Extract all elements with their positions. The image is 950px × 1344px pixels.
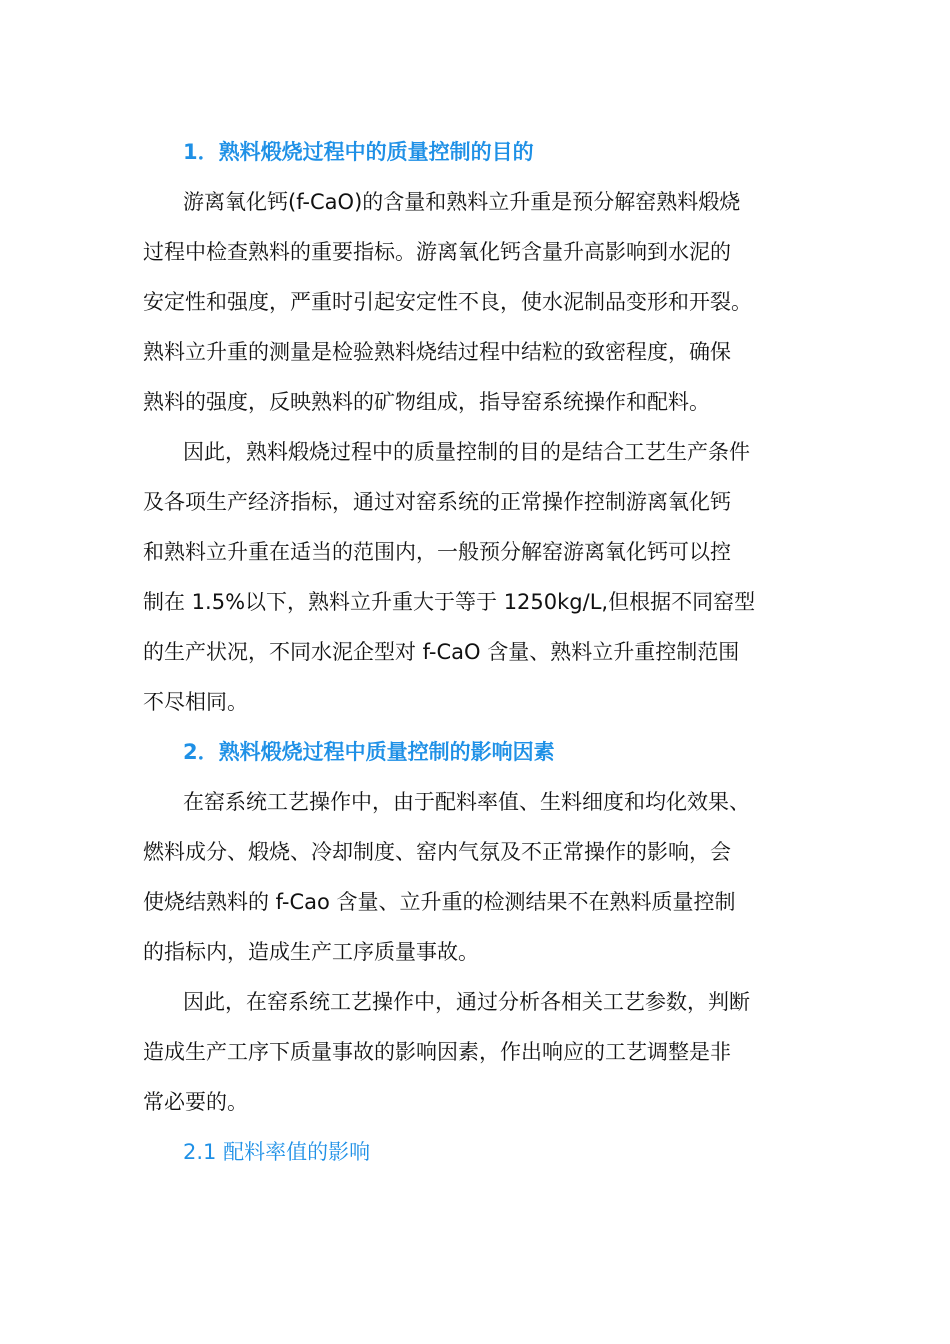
section-1-paragraph-2: [143, 427, 808, 727]
text-line: 不尽相同。: [143, 690, 248, 714]
text-line: 及各项生产经济指标，通过对窑系统的正常操作控制游离氧化钙: [143, 490, 731, 514]
text-line: 因此，在窑系统工艺操作中，通过分析各相关工艺参数，判断: [183, 990, 750, 1014]
text-line: 制在 1.5%以下，熟料立升重大于等于 1250kg/L,但根据不同窑型: [143, 590, 756, 614]
text-line: 熟料立升重的测量是检验熟料烧结过程中结粒的致密程度，确保: [143, 340, 731, 364]
text-line: 使烧结熟料的 f-Cao 含量、立升重的检测结果不在熟料质量控制: [143, 890, 736, 914]
text-line: 游离氧化钙(f-CaO)的含量和熟料立升重是预分解窑熟料煅烧: [183, 190, 741, 214]
text-line: 的指标内，造成生产工序质量事故。: [143, 940, 479, 964]
section-2-paragraph-1: [143, 777, 808, 977]
text-line: 的生产状况，不同水泥企型对 f-CaO 含量、熟料立升重控制范围: [143, 640, 740, 664]
text-line: 造成生产工序下质量事故的影响因素，作出响应的工艺调整是非: [143, 1040, 731, 1064]
text-line: 过程中检查熟料的重要指标。游离氧化钙含量升高影响到水泥的: [143, 240, 731, 264]
text-line: 熟料的强度，反映熟料的矿物组成，指导窑系统操作和配料。: [143, 390, 710, 414]
text-line: 常必要的。: [143, 1090, 248, 1114]
section-2-paragraph-2: [143, 977, 808, 1127]
text-line: 在窑系统工艺操作中，由于配料率值、生料细度和均化效果、: [183, 790, 750, 814]
document-body: [143, 127, 808, 1177]
text-line: 燃料成分、煅烧、冷却制度、窑内气氛及不正常操作的影响，会: [143, 840, 731, 864]
text-line: 因此，熟料煅烧过程中的质量控制的目的是结合工艺生产条件: [183, 440, 750, 464]
section-2-heading: 2．熟料煅烧过程中质量控制的影响因素: [183, 740, 555, 764]
section-1-paragraph-1: [143, 177, 808, 427]
subsection-2-1-heading: 2.1 配料率值的影响: [183, 1140, 371, 1164]
section-1-heading: 1．熟料煅烧过程中的质量控制的目的: [183, 140, 534, 164]
text-line: 和熟料立升重在适当的范围内，一般预分解窑游离氧化钙可以控: [143, 540, 731, 564]
text-line: 安定性和强度，严重时引起安定性不良，使水泥制品变形和开裂。: [143, 290, 752, 314]
